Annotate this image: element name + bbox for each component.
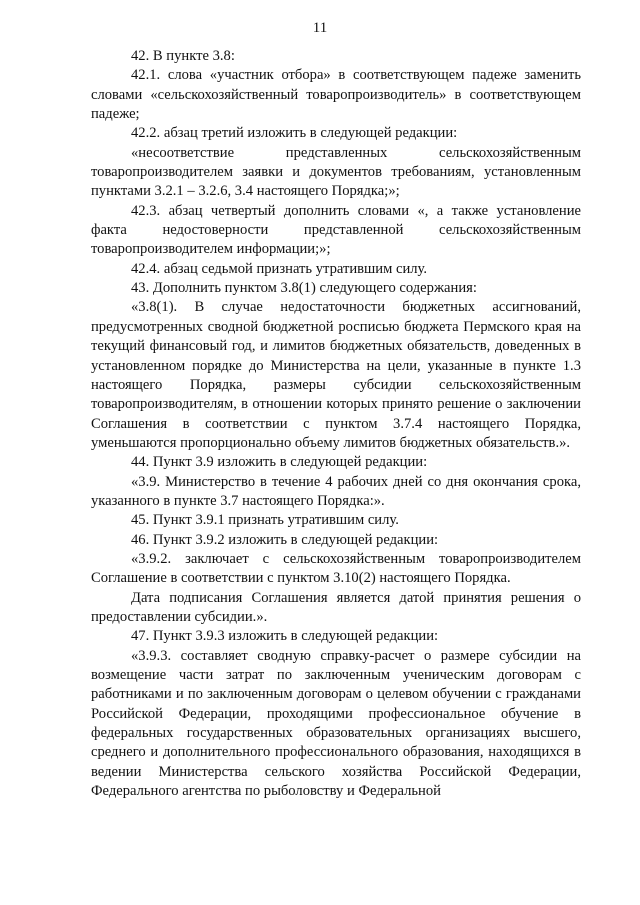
paragraph-42-1: 42.1. слова «участник отбора» в соответствующем падеже заменить словами «сельскохозяйственный товаропроизводитель» в соответствующем падеже;: [91, 67, 581, 123]
paragraph-43-quote: «3.8(1). В случае недостаточности бюджетных ассигнований, предусмотренных сводной бюджетной росписью бюджета Пермского края на текущий финансовый год, и лимитов бюджетных обязательств, доведенных в установленном порядке до Министерства на цели, указанные в пункте 1.3 настоящего Порядка, размеры субсидии сельскохозяйственным товаропроизводителям, в отношении которых принято решение о заключении Соглашения в соответствии с пунктом 3.7.4 настоящего Порядка, уменьшаются пропорционально объему лимитов бюджетных обязательств.».: [91, 299, 581, 451]
paragraph-45: 45. Пункт 3.9.1 признать утратившим силу.: [131, 512, 399, 529]
paragraph-44-quote: «3.9. Министерство в течение 4 рабочих дней со дня окончания срока, указанного в пункте 3.7 настоящего Порядка:».: [91, 473, 581, 509]
paragraph-42-2-quote: «несоответствие представленных сельскохозяйственным товаропроизводителем заявки и документов требованиям, установленным пунктами 3.2.1 – 3.2.6, 3.4 настоящего Порядка;»;: [91, 144, 581, 200]
paragraph-44: 44. Пункт 3.9 изложить в следующей редакции:: [131, 454, 428, 471]
paragraph-47-quote: «3.9.3. составляет сводную справку-расчет о размере субсидии на возмещение части затрат по заключенным ученическим договорам с работниками и по заключенным договорам о целевом обучении с гражданами Российской Федерации, проходящими профессиональное обучение в федеральных государственных образовательных организациях высшего, среднего и дополнительного профессионального образования, находящихся в ведении Министерства сельского хозяйства Российской Федерации, Федерального агентства по рыболовству и Федеральной: [91, 647, 581, 800]
page-number: 11: [312, 20, 328, 36]
paragraph-46: 46. Пункт 3.9.2 изложить в следующей редакции:: [131, 531, 439, 548]
paragraph-46-quote-cont: Дата подписания Соглашения является датой принятия решения о предоставлении субсидии.».: [91, 589, 581, 625]
paragraph-46-quote: «3.9.2. заключает с сельскохозяйственным товаропроизводителем Соглашение в соответствии с пунктом 3.10(2) настоящего Порядка.: [91, 550, 581, 587]
paragraph-42-4: 42.4. абзац седьмой признать утратившим силу.: [131, 260, 428, 277]
paragraph-42-2: 42.2. абзац третий изложить в следующей редакции:: [131, 125, 458, 142]
document-body: [91, 47, 581, 801]
paragraph-42: 42. В пункте 3.8:: [131, 48, 235, 64]
paragraph-43: 43. Дополнить пунктом 3.8(1) следующего содержания:: [131, 280, 477, 297]
paragraph-47: 47. Пункт 3.9.3 изложить в следующей редакции:: [131, 628, 439, 645]
paragraph-42-3: 42.3. абзац четвертый дополнить словами «, а также установление факта недостоверности представленной сельскохозяйственным товаропроизводителем информации;»;: [91, 202, 581, 258]
